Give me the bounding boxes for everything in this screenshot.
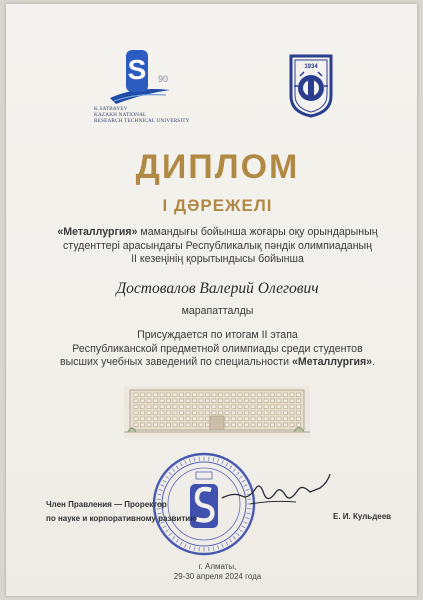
building-window [134,411,138,415]
building-window [160,423,164,427]
building-window [225,393,229,397]
building-window [251,411,255,415]
stamp-tick [217,459,218,463]
building-window [134,423,138,427]
kz-specialty: «Металлургия» [57,226,138,238]
building-window [238,405,242,409]
building-window [238,393,242,397]
building-window [141,423,145,427]
building-window [160,393,164,397]
building-window [219,411,223,415]
stamp-tick [176,466,178,469]
stamp-tick [185,544,187,548]
stamp-tick [230,466,232,469]
building-window [173,417,177,421]
date: 29-30 апреля 2024 года [173,572,262,581]
university-logo-caption [94,106,204,125]
building-window [193,405,197,409]
building-window [264,423,268,427]
building-window [297,423,301,427]
building-window [297,399,301,403]
stamp-tick [189,459,190,463]
building-window [290,399,294,403]
building-window [193,417,197,421]
building-window [271,417,275,421]
building-window [290,393,294,397]
building-window [245,399,249,403]
building-window [206,411,210,415]
building-window [297,405,301,409]
building-window [199,423,203,427]
stamp-tick [194,547,195,551]
building-window [160,405,164,409]
signature-icon [220,470,332,512]
building-window [238,423,242,427]
building-window [225,411,229,415]
building-window [219,393,223,397]
building-window [264,411,268,415]
building-window [277,405,281,409]
building-window [258,423,262,427]
stamp-tick [172,469,175,472]
stamp-tick [166,476,169,478]
building-window [284,417,288,421]
building-window [258,417,262,421]
building-window [134,417,138,421]
stamp-tick [239,530,242,532]
building-window [173,423,177,427]
stamp-tick [169,533,172,536]
kz-line-2: студенттері арасындағы Республикалық пәндік олимпиаданың [62,239,373,252]
building-window [186,423,190,427]
building-window [141,417,145,421]
building-window [290,423,294,427]
building-window [173,411,177,415]
logo-letter: S [127,54,147,85]
building-window [225,405,229,409]
building-window [206,399,210,403]
place: г. Алматы, [198,562,237,571]
building-window [154,393,158,397]
building-window [199,393,203,397]
building-window [284,399,288,403]
building-window [297,411,301,415]
building-window [219,399,223,403]
stamp-tick [217,545,218,549]
stamp-tick [236,533,239,536]
building-window [147,423,151,427]
building-window [173,405,177,409]
building-window [271,423,275,427]
building-window [154,405,158,409]
building-window [167,417,171,421]
building-window [193,423,197,427]
building-window [251,417,255,421]
building-window [277,393,281,397]
stamp-tick [226,463,228,466]
stamp-tick [163,526,166,528]
building-window [167,405,171,409]
building-window [225,399,229,403]
stamp-tick [213,458,214,462]
stamp-tick [245,517,249,518]
stamp-tick [213,547,214,551]
building-window [206,393,210,397]
building-window [290,405,294,409]
stamp-tick [169,472,172,475]
caption-line-3: RESEARCH TECHNICAL UNIVERSITY [94,118,190,125]
building-window [284,393,288,397]
building-window [180,417,184,421]
building-window [251,423,255,427]
building-window [290,411,294,415]
stamp-tick [226,542,228,545]
building-window [212,393,216,397]
building-window [186,411,190,415]
building-window [193,393,197,397]
stamp-tick [166,530,169,532]
stamp-tick [172,536,175,539]
building-window [180,405,184,409]
building-window [284,423,288,427]
kz-line-3: ІІ кезеңінің қорытындысы бойынша [131,253,304,265]
stamp-tick [189,545,190,549]
building-window [167,393,171,397]
building-window [186,393,190,397]
building-window [225,417,229,421]
stamp-tick [159,489,163,490]
building-window [199,405,203,409]
building-window [212,411,216,415]
building-window [245,393,249,397]
building-window [245,423,249,427]
building-window [167,411,171,415]
university-building-icon [124,386,310,438]
ru-line-3 [46,356,389,370]
building-window [297,417,301,421]
stamp-tick [194,458,195,462]
building-window [232,405,236,409]
stamp-tick [222,461,224,465]
building-window [167,399,171,403]
emblem-year: 1934 [304,64,318,70]
building-window [199,399,203,403]
building-window [264,399,268,403]
building-window [147,417,151,421]
building-window [264,393,268,397]
building-window [251,393,255,397]
building-window [141,405,145,409]
building-window [180,393,184,397]
ru-line-2: Республиканской предметной олимпиады среди студентов [72,342,363,355]
building-window [219,405,223,409]
stamp-tick [180,542,182,545]
stamp-tick [222,544,224,548]
building-window [251,399,255,403]
building-window [141,393,145,397]
place-and-date [6,562,423,582]
building-window [277,417,281,421]
building-window [147,399,151,403]
building-window [271,405,275,409]
stamp-tick [233,536,236,539]
diploma-degree: І ДӘРЕЖЕЛІ [162,196,273,215]
building-window [232,417,236,421]
ru-line-3-start: высших учебных заведений по специальности [59,356,292,368]
building-window [258,393,262,397]
building-window [238,411,242,415]
building-window [154,417,158,421]
ru-specialty: «Металлургия» [291,356,373,368]
kazakh-award-text [36,226,399,267]
signatory-name: Е. И. Кульдеев [333,512,392,521]
building-window [284,405,288,409]
building-window [238,417,242,421]
building-window [297,393,301,397]
signatory-position-line-2: по науке и корпоративному развитию [46,513,197,523]
building-window [245,405,249,409]
building-window [245,411,249,415]
building-window [199,417,203,421]
building-window [186,417,190,421]
awarded-kz: марапатталды [181,305,254,317]
university-logo-icon [106,46,176,106]
building-window [271,411,275,415]
building-window [160,417,164,421]
diploma-sheet [6,4,417,596]
building-window [154,399,158,403]
stamp-tick [158,494,162,495]
building-window [251,405,255,409]
ru-line-3-end: . [372,356,376,368]
building-window [160,411,164,415]
diploma-title: ДИПЛОМ [135,148,300,186]
recipient-name: Достовалов Валерий Олегович [116,280,319,297]
building-window [271,399,275,403]
building-window [206,405,210,409]
building-window [245,417,249,421]
building-window [232,423,236,427]
university-emblem-icon [286,50,336,118]
stamp-tick [230,539,232,542]
building-window [277,423,281,427]
stamp-tick [242,526,245,528]
logo-anniversary: 90 [158,74,169,84]
building-window [258,411,262,415]
building-window [134,405,138,409]
building-window [232,393,236,397]
kz-line-1-rest: мамандығы бойынша жоғары оқу орындарының [137,226,378,238]
kz-line-1 [36,226,399,240]
building-window [147,411,151,415]
building-window [232,411,236,415]
building-window [232,399,236,403]
ru-line-1: Присуждается по итогам ІІ этапа [137,329,298,341]
building-window [277,399,281,403]
building-window [186,399,190,403]
building-window [180,411,184,415]
stamp-tick [176,539,178,542]
stamp-tick [161,485,165,487]
signatory-position-line-1: Член Правления — Проректор [46,500,167,509]
stamp-tick [247,513,251,514]
building-window [141,411,145,415]
building-window [290,417,294,421]
building-window [134,399,138,403]
building-window [199,411,203,415]
building-window [180,423,184,427]
building-window [160,399,164,403]
building-window [173,393,177,397]
building-window [212,405,216,409]
building-window [284,411,288,415]
building-window [264,405,268,409]
building-window [193,411,197,415]
stamp-tick [163,480,166,482]
stamp-tick [185,461,187,465]
building-window [206,423,210,427]
building-window [271,393,275,397]
building-window [258,405,262,409]
building-window [186,405,190,409]
signatory-position [46,498,226,525]
building-window [258,399,262,403]
caption-line-1: K.SATBAYEV [94,106,128,112]
building-window [238,399,242,403]
building-window [193,399,197,403]
stamp-tick [180,463,182,466]
building-window [154,423,158,427]
building-window [206,417,210,421]
stamp-tick [244,522,248,524]
building-window [277,411,281,415]
building-window [264,417,268,421]
building-window [154,411,158,415]
building-window [180,399,184,403]
building-window [167,423,171,427]
building-window [225,423,229,427]
building-window [147,405,151,409]
russian-award-text [46,329,389,370]
caption-line-2: KAZAKH NATIONAL [94,112,147,119]
building-window [134,393,138,397]
building-window [147,393,151,397]
building-window [141,399,145,403]
building-window [212,399,216,403]
building-window [173,399,177,403]
